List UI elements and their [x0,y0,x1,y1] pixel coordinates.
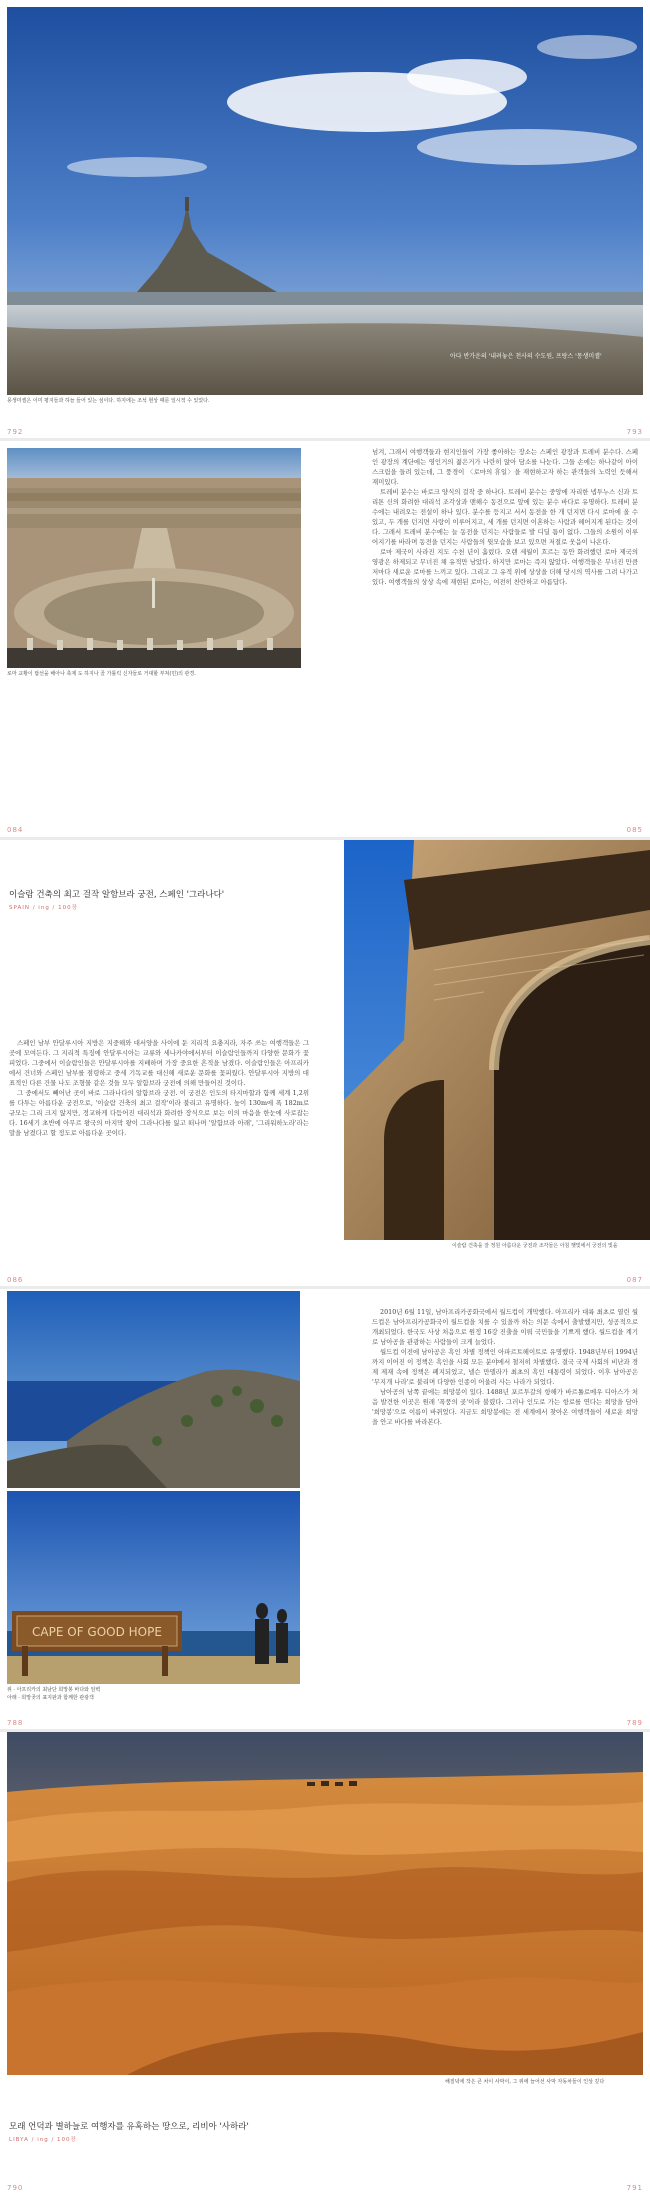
photo-sahara-dunes [7,1732,643,2075]
page-number-left: 086 [7,1276,24,1284]
photo-overlay-caption: 아다 반가운의 '내려놓은 천사의 수도원, 프랑스 '몽생미셸' [450,353,602,360]
page-number-left: 792 [7,428,24,436]
body-paragraph: 남아공의 남쪽 끝에는 희망봉이 있다. 1488년 포르투갈의 항해가 바르톨로메우 디아스가 처음 발견한 이곳은 원래 '폭풍의 곶'이라 불렸다. 그러나 인도로 가는 항로를 연다는 희망을 담아 '희망봉'으로 이름이 바뀌었다. 지금도 희망봉에는 전 세계에서 찾아온 여행객들이 새로운 희망을 안고 바다를 바라본다. [372,1388,638,1426]
body-paragraph: 트레비 분수는 바로크 양식의 걸작 중 하나다. 트레비 분수는 중앙에 자리한 넵투누스 신과 트리톤 신의 화려한 대리석 조각상과 맨해수 동전으로 앞에 있는 분수 바다로 유명하다. 트레비 분수에는 내려오는 전설이 하나 있다. 분수를 등지고 서서 동전을 한 개 던지면 다시 로마에 올 수 있고, 두 개를 던지면 사랑이 이루어지고, 세 개를 던지면 이혼하는 사람과 헤어지게 된다는 것이다. 그래서 트레비 분수에는 늘 동전을 던지는 사람들로 발 디딜 틈이 없다. 그들의 소원이 이루어지기를 바라며 동전을 던지는 사람들의 뒷모습을 보고 있으면 저절로 웃음이 나온다. [372,488,638,546]
spread-sahara [0,1732,650,2196]
chapter-meta: SPAIN / ing / 100장 [9,905,78,911]
chapter-title: 이슬람 건축의 최고 걸작 알함브라 궁전, 스페인 '그라나다' [9,890,225,900]
photo-cape-cliffs [7,1291,300,1488]
article-body [372,447,638,587]
page-number-right: 087 [626,1276,643,1284]
photo-caption: 해질녘에 작은 큰 차이 사막이, 그 위에 늘어선 사막 자동차들이 인상 깊다 [445,2079,605,2085]
spread-cape-of-good-hope [0,1289,650,1729]
photo-caption: 이슬람 건축을 잘 정원 아름다운 궁전과 조각들은 아침 햇빛에서 궁전의 빛을 [452,1243,618,1249]
body-paragraph: 월드컵 이전에 남아공은 흑인 차별 정책인 아파르트헤이트로 유명했다. 1948년부터 1994년까지 이어진 이 정책은 흑인을 사회 모든 분야에서 철저히 차별했다. 결국 국제 사회의 비난과 경제 제재 속에 정책은 폐지되었고, 넬슨 만델라가 최초의 흑인 대통령이 되었다. 이후 남아공은 '무지개 나라'로 불리며 다양한 인종이 어울려 사는 나라가 되었다. [372,1348,638,1386]
article-body [9,1038,309,1138]
svg-text:CAPE OF GOOD HOPE: CAPE OF GOOD HOPE [32,1625,162,1639]
spread-rome [0,441,650,837]
photo-cape-sign-tourists [7,1491,300,1684]
photo-caption: 몽생미셸은 이미 평지들과 하늘 들어 있는 섬이다. 하지에는 조석 현상 때문 일시적 수 있었다. [7,398,210,404]
body-paragraph: 로마 제국이 사라진 지도 수천 년이 흘렀다. 오랜 세월이 흐르는 동안 화려했던 로마 제국의 영광은 하제되고 무너진 채 유적만 남았다. 하지만 로마는 즉지 않았다. 여행객들은 무너진 만큼 저마다 새로운 로마를 느끼고 있다. 그리고 그 유적 위에 상상을 더해 당시의 역사를 그려 나가고 있다. 여행객들의 상상 속에 재현된 로마는, 여전히 찬란하고 아름답다. [372,548,638,586]
chapter-meta: LIBYA / ing / 100장 [9,2137,77,2143]
page-number-right: 789 [626,1719,643,1727]
chapter-title: 모래 언덕과 별하늘로 여행자를 유혹하는 땅으로, 리비아 '사하라' [9,2122,249,2132]
photo-caption: 로마 교황이 탑선을 배아나 축제 도 하지나 골 가톨릭 신자들로 거대할 부쳐(민)의 관경. [7,671,196,677]
body-paragraph: 그 중에서도 빼어난 곳이 바로 그라나다의 알함브라 궁전. 이 궁전은 인도의 타지마할과 함께 세계 1,2위를 다투는 아름다운 궁전으로, '이슬람 건축의 최고 걸작'이라 불리고 유명하다. 높이 130m에 폭 182m로 규모는 그리 크지 않지만, 정교하게 다듬어진 대리석과 화려한 장식으로 보는 이의 마음을 한눈에 사로잡는다. 16세기 초반에 아무르 왕국의 마지막 왕이 그라나다를 잃고 떠나며 '알함브라 아래', '그리워하노라'라는 말을 남겼다고 할 정도로 아름다운 곳이다. [9,1089,309,1137]
page-number-left: 788 [7,1719,24,1727]
body-paragraph: 2010년 6월 11일, 남아프리카공화국에서 월드컵이 개막했다. 아프리카 대륙 최초로 열린 월드컵은 남아프리카공화국이 월드컵을 치를 수 있을까 하는 의문 속에서 출발했지만, 성공적으로 개최되었다. 한국도 사상 처음으로 원정 16강 진출을 이뤄 국민들을 기쁘게 했다. 월드컵을 계기로 남아공을 관광하는 사람들이 크게 늘었다. [372,1308,638,1346]
article-body [372,1307,638,1427]
page-number-right: 791 [626,2184,643,2192]
page-number-left: 084 [7,826,24,834]
photo-mont-saint-michel [7,7,643,395]
spread-alhambra [0,840,650,1286]
photo-caption-line: 위 · 아프리카의 최남단 희망봉 바다와 암벽 [7,1687,101,1693]
photo-alhambra-arch [344,840,650,1240]
photo-caption-line: 아래 · 희망곶의 표지판과 함께한 관광객 [7,1695,94,1701]
page-number-left: 790 [7,2184,24,2192]
body-paragraph: 넘겨, 그래서 여행객들과 현지인들이 가장 좋아하는 장소는 스페인 광장과 트레비 분수다. 스페인 광장의 계단에는 영인거의 젊은거가 나란히 앉아 담소를 나눈다. 그들 손에는 하나같이 아이스크림을 들려 있는데, 그 풍경이 〈로마의 휴일〉을 재현하고자 하는 관객들의 노력인 듯해서 재미있다. [372,448,638,486]
photo-caption [7,1686,100,1702]
page-number-right: 793 [626,428,643,436]
photo-st-peters-square [7,448,301,668]
spread-mont-saint-michel [0,0,650,438]
page-number-right: 085 [626,826,643,834]
body-paragraph: 스페인 남부 안달루시아 지방은 지중해와 대서양을 사이에 둔 지리적 요충지라, 자주 쓰는 여행객들은 그곳에 모여든다. 그 지리적 특징에 안달루시아는 교류와 세나카야에서부터 이슬람인들까지 다양한 문화가 꽃피었다. 그중에서 이슬람인들은 안달루시아를 지배하며 가장 중요한 흔적을 남겼다. 이슬람인들은 아프리카에서 건너와 스페인 남부를 점령하고 중세 기독교를 대신해 새로운 문화를 꽃피웠다. 안달루시아 지방의 대표적인 다른 건물 나도 조형물 같은 것들 모두 알함브라 궁전에 의해 만들어진 것이다. [9,1039,309,1087]
